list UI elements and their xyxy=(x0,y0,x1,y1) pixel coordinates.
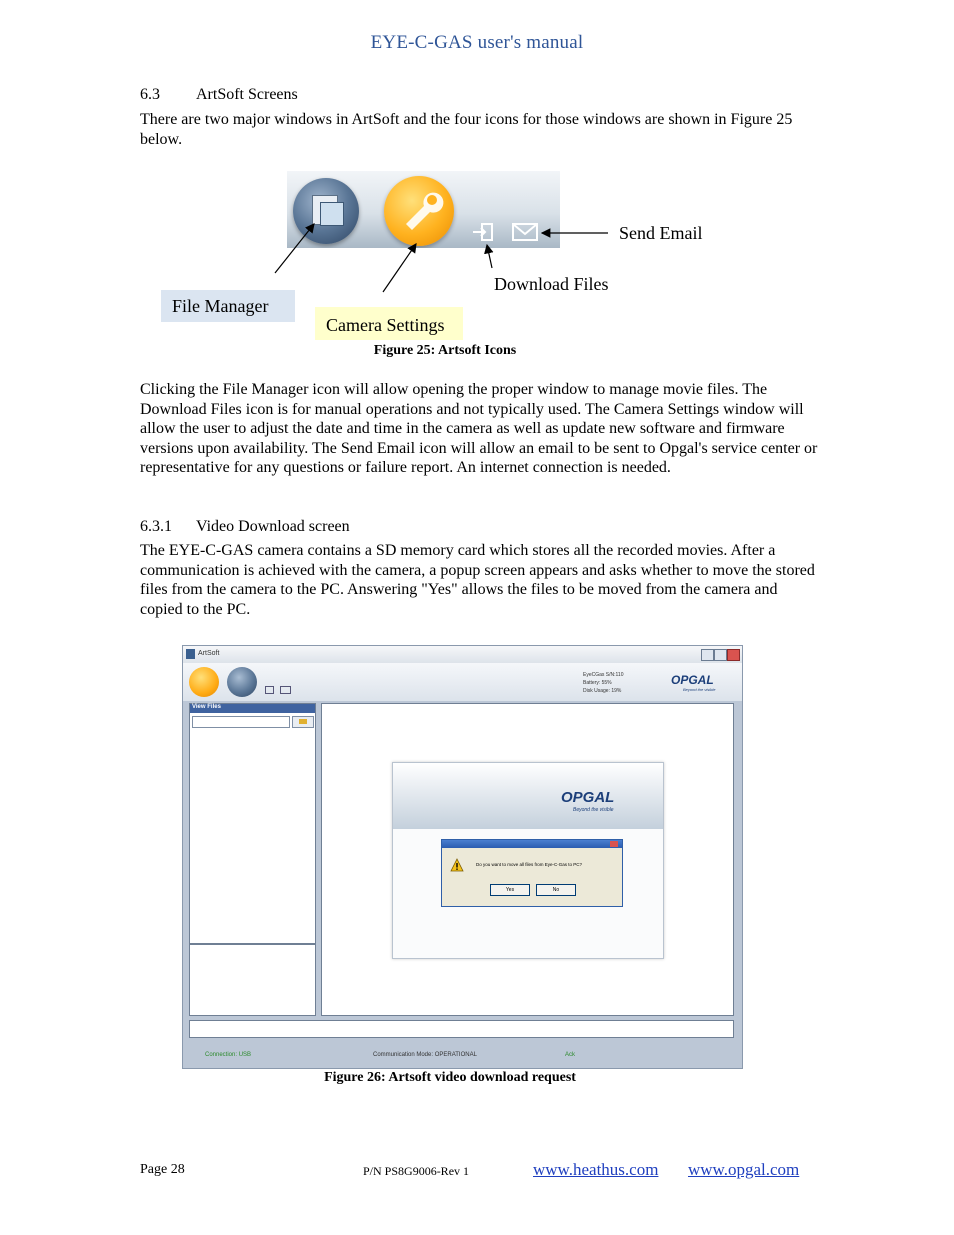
section-title: ArtSoft Screens xyxy=(196,86,298,103)
label-download-files: Download Files xyxy=(494,274,609,294)
label-send-email: Send Email xyxy=(619,223,703,243)
section-number: 6.3 xyxy=(140,86,160,103)
label-file-manager-box xyxy=(161,290,295,322)
warning-icon xyxy=(450,858,464,872)
opgal-tagline: Beyond the visible xyxy=(683,687,716,692)
file-manager-icon[interactable] xyxy=(189,667,219,697)
video-download-paragraph: The EYE-C-GAS camera contains a SD memory card which stores all the recorded movies. After a communication is achieved with the camera, a popup screen appears and asks whether to move the stored files from the camera to the PC. Answering "Yes" allows the files to be moved from the camera and copied to the PC. xyxy=(140,542,815,618)
dialog-yes-button[interactable]: Yes xyxy=(490,884,530,896)
progress-bar xyxy=(189,1020,734,1038)
section-number: 6.3.1 xyxy=(140,518,172,535)
page-number: Page 28 xyxy=(140,1162,185,1177)
main-viewer-panel xyxy=(321,703,734,1016)
opgal-link[interactable]: www.opgal.com xyxy=(688,1160,800,1179)
popup-splash xyxy=(392,762,664,959)
camera-serial: EyeCGas S/N:110 xyxy=(583,672,624,678)
opgal-logo: OPGAL xyxy=(671,673,714,687)
intro-paragraph: There are two major windows in ArtSoft and the four icons for those windows are shown in Figure 25 below. xyxy=(140,111,793,148)
connection-status: Connection: USB xyxy=(205,1052,252,1058)
figure26-caption: Figure 26: Artsoft video download request xyxy=(324,1070,576,1085)
camera-settings-icon[interactable] xyxy=(227,667,257,697)
label-camera-settings: Camera Settings xyxy=(326,315,445,335)
window-titlebar xyxy=(183,646,742,663)
view-files-panel xyxy=(189,703,316,944)
view-files-header: View Files xyxy=(190,704,315,713)
splash-banner xyxy=(393,763,663,829)
section-title: Video Download screen xyxy=(196,518,350,535)
window-title: ArtSoft xyxy=(198,650,220,657)
splash-tagline: Beyond the visible xyxy=(573,807,614,813)
dialog-no-button[interactable]: No xyxy=(536,884,576,896)
file-details-panel xyxy=(189,944,316,1016)
send-email-icon[interactable] xyxy=(280,686,291,694)
section-heading-6-3-1 xyxy=(140,518,350,536)
label-file-manager: File Manager xyxy=(172,296,269,316)
confirm-dialog xyxy=(441,839,623,907)
maximize-icon[interactable] xyxy=(714,649,727,661)
figure25-caption: Figure 25: Artsoft Icons xyxy=(373,343,517,358)
toolbar xyxy=(183,663,742,701)
disk-usage: Disk Usage: 19% xyxy=(583,688,622,694)
splash-opgal-logo: OPGAL xyxy=(561,789,615,806)
minimize-icon[interactable] xyxy=(701,649,714,661)
label-camera-settings-box xyxy=(315,307,463,340)
heathus-link[interactable]: www.heathus.com xyxy=(533,1160,659,1179)
folder-icon xyxy=(299,719,307,724)
dialog-message: Do you want to move all files from Eye-C-Gas to PC? xyxy=(476,862,583,867)
page-header-title: EYE-C-GAS user's manual xyxy=(370,32,584,53)
figure25-arrows xyxy=(0,0,954,360)
close-icon[interactable] xyxy=(727,649,740,661)
communication-mode: Communication Mode: OPERATIONAL xyxy=(373,1052,477,1058)
artsoft-window-screenshot xyxy=(182,645,743,1069)
download-files-icon[interactable] xyxy=(265,686,274,694)
dialog-titlebar xyxy=(442,840,622,848)
ack-status: Ack xyxy=(565,1052,576,1058)
part-number: P/N PS8G9006-Rev 1 xyxy=(363,1164,470,1178)
open-folder-button[interactable] xyxy=(292,716,314,728)
description-paragraph: Clicking the File Manager icon will allow opening the proper window to manage movie files. The Download Files icon is for manual operations and not typically used. The Camera Settings window will allow the user to adjust the date and time in the camera as well as update new software and firmware versions upon availability. The Send Email icon will allow an email to be sent to Opgal's service center or representative for any questions or failure report. An internet connection is needed. xyxy=(140,381,818,477)
camera-status xyxy=(583,671,623,695)
folder-path-input[interactable] xyxy=(192,716,290,728)
app-icon xyxy=(186,649,195,659)
dialog-close-icon[interactable] xyxy=(610,841,618,847)
battery-status: Battery: 55% xyxy=(583,680,612,686)
